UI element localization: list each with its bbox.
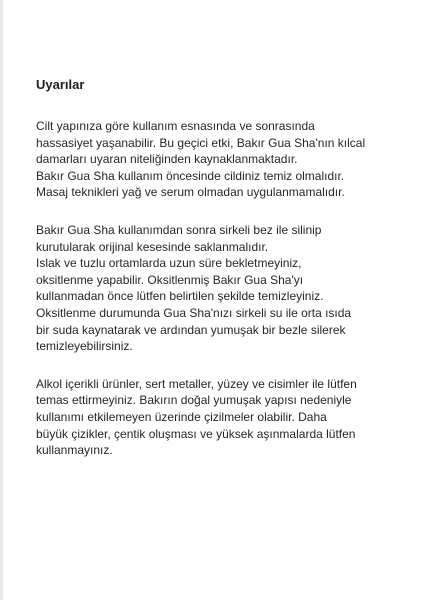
paragraph-line: hassasiyet yaşanabilir. Bu geçici etki, Bakır Gua Sha'nın kılcal <box>36 135 366 150</box>
paragraph-line: damarları uyaran niteliğinden kaynaklanmaktadır. <box>36 152 298 167</box>
paragraph-line: Alkol içerikli ürünler, sert metaller, yüzey ve cisimler ile lütfen <box>36 376 357 391</box>
warnings-section <box>36 76 416 480</box>
paragraph-skin-sensitivity <box>36 118 416 201</box>
paragraph-line: Islak ve tuzlu ortamlarda uzun süre bekletmeyiniz, <box>36 256 302 271</box>
paragraph-line: Cilt yapınıza göre kullanım esnasında ve sonrasında <box>36 119 315 133</box>
paragraph-line: büyük çizikler, çentik oluşması ve yüksek aşınmalarda lütfen <box>36 426 356 441</box>
paragraph-line: kullanmayınız. <box>36 443 113 458</box>
paragraph-line: Bakır Gua Sha kullanım öncesinde cildiniz temiz olmalıdır. <box>36 168 345 183</box>
paragraph-line: oksitlenme yapabilir. Oksitlenmiş Bakır Gua Sha'yı <box>36 272 304 287</box>
paragraph-line: bir suda kaynatarak ve ardından yumuşak bir bezle silerek <box>36 322 346 337</box>
page-edge-shadow <box>0 0 3 600</box>
paragraph-line: kullanmadan önce lütfen belirtilen şekilde temizleyiniz. <box>36 289 324 304</box>
paragraph-line: Masaj teknikleri yağ ve serum olmadan uygulanmamalıdır. <box>36 185 345 200</box>
paragraph-line: temizleyebilirsiniz. <box>36 339 133 354</box>
paragraph-line: kurutularak orijinal kesesinde saklanmalıdır. <box>36 239 269 254</box>
paragraph-line: temas ettirmeyiniz. Bakırın doğal yumuşak yapısı nedeniyle <box>36 393 352 408</box>
section-heading: Uyarılar <box>36 77 85 92</box>
paragraph-line: kullanımı etkilemeyen üzerinde çizilmeler olabilir. Daha <box>36 409 327 424</box>
paragraph-line: Bakır Gua Sha kullanımdan sonra sirkeli bez ile silinip <box>36 222 322 237</box>
paragraph-material-contact <box>36 376 416 459</box>
paragraph-care-cleaning <box>36 222 416 355</box>
paragraph-line: Oksitlenme durumunda Gua Sha'nızı sirkeli su ile orta ısıda <box>36 305 352 320</box>
